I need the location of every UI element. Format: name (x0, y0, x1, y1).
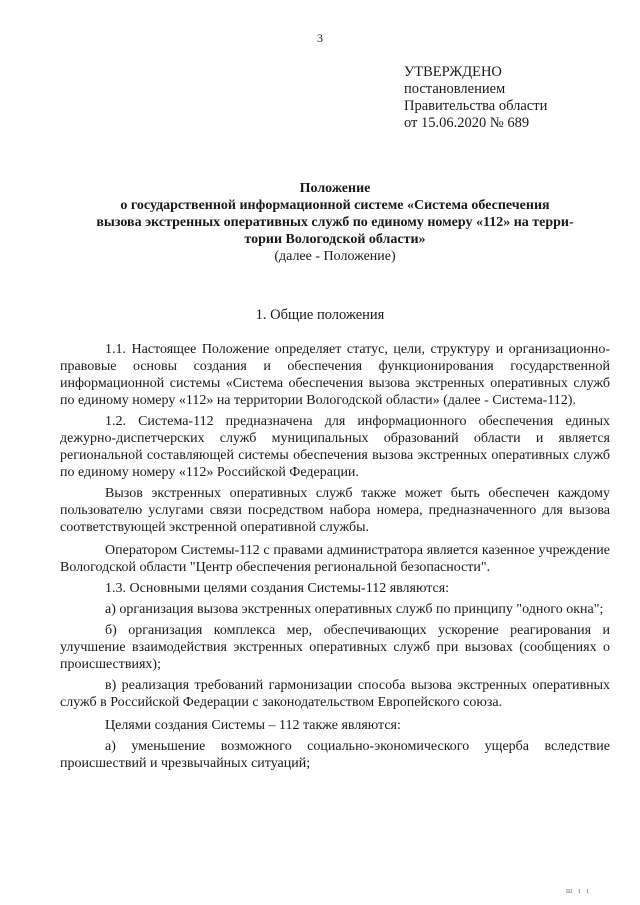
document-title (60, 180, 610, 265)
paragraph-operator: Оператором Системы-112 с правами администратора является казенное учреждение Вологодской области "Центр обеспечения региональной безопасности". (60, 543, 610, 575)
title-line-2: вызова экстренных оперативных служб по единому номеру «112» на терри- (96, 215, 574, 230)
approval-line-2: постановлением (404, 81, 506, 97)
title-line-3: тории Вологодской области» (244, 232, 426, 247)
page-number: 3 (317, 31, 323, 45)
list-item-a: а) организация вызова экстренных оперативных служб по принципу "одного окна"; (105, 602, 604, 617)
list-item-b: б) организация комплекса мер, обеспечивающих ускорение реагирования и улучшение взаимодействия экстренных оперативных служб при вызовах (сообщениях о происшествиях); (60, 623, 610, 672)
title-line-1: о государственной информационной системе «Система обеспечения (120, 198, 550, 213)
section-heading: 1. Общие положения (255, 307, 385, 323)
paragraph-calls: Вызов экстренных оперативных служб также может быть обеспечен каждому пользователю услугами связи посредством набора номера, предназначенного для вызова соответствующей экстренной оперативной службы. (60, 486, 610, 535)
document-body (60, 341, 610, 776)
paragraph-1-2: 1.2. Система-112 предназначена для информационного обеспечения единых дежурно-диспетчерских служб муниципальных образований области и является региональной составляющей системы обеспечения вызова экстренных оперативных служб по единому номеру «112» Российской Федерации. (60, 414, 610, 480)
title-heading: Положение (299, 181, 371, 196)
list-item-a-2: а) уменьшение возможного социально-экономического ущерба вследствие происшествий и чрезвычайных ситуаций; (60, 739, 610, 771)
paragraph-goals: Целями создания Системы – 112 также являются: (105, 718, 401, 733)
approval-line-3: Правительства области (404, 98, 548, 114)
approval-line-4: от 15.06.2020 № 689 (404, 115, 530, 131)
title-note: (далее - Положение) (274, 249, 396, 264)
paragraph-1-1: 1.1. Настоящее Положение определяет статус, цели, структуру и организационно-правовые основы создания и обеспечения функционирования государственной информационной системы «Система обеспечения вызова экстренных оперативных служб по единому номеру «112» на территории Вологодской области» (далее - Система-112). (60, 342, 610, 408)
paragraph-1-3: 1.3. Основными целями создания Системы-112 являются: (105, 581, 450, 596)
list-item-c: в) реализация требований гармонизации способа вызова экстренных оперативных служб в Российской Федерации с законодательством Европейского союза. (60, 678, 610, 710)
scan-mark: ш ı ı (566, 886, 591, 895)
approval-line-1: УТВЕРЖДЕНО (404, 64, 502, 80)
approval-stamp (404, 64, 547, 132)
